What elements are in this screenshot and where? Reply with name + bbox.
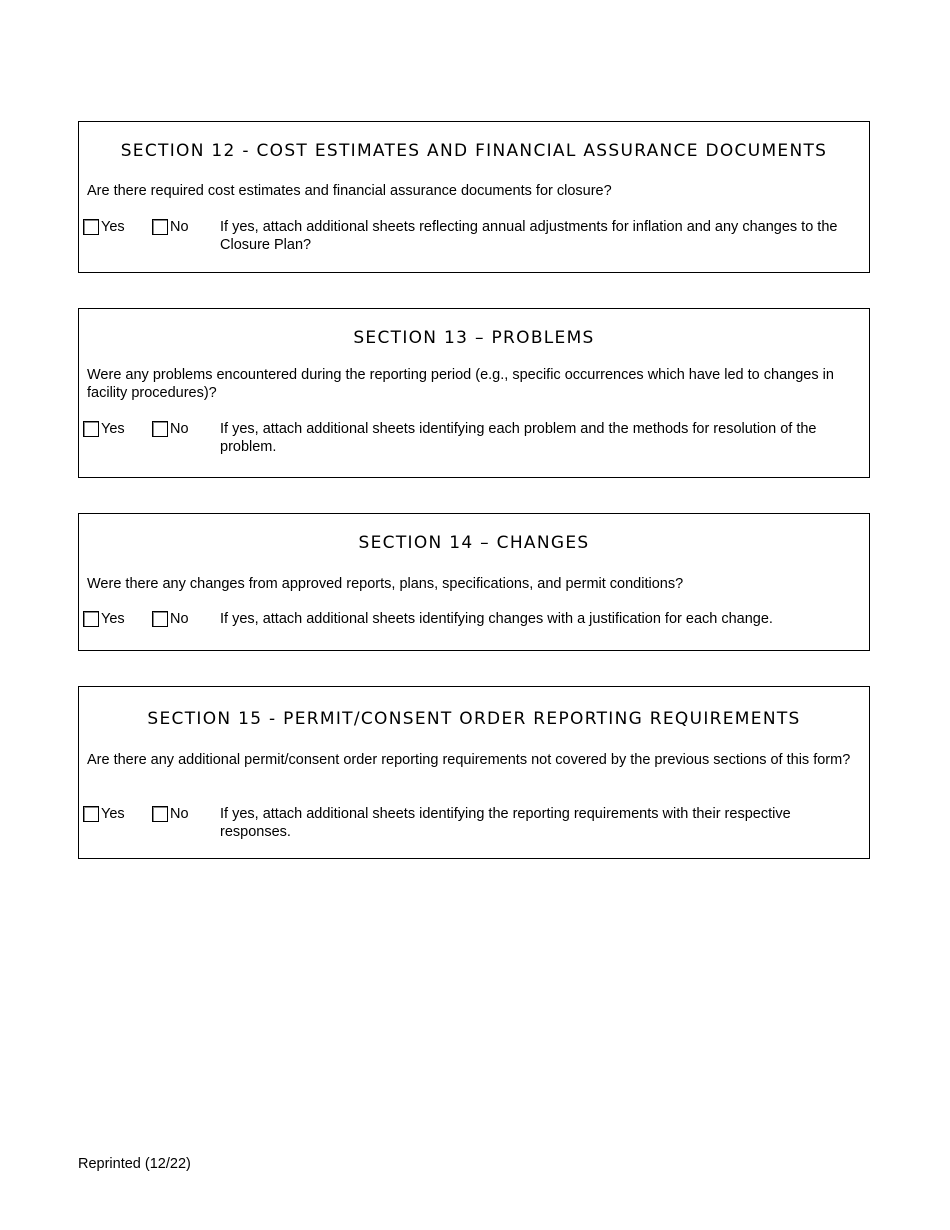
section-13-no-label: No	[170, 421, 189, 437]
section-12-yes-option[interactable]	[83, 218, 125, 236]
section-15-no-label: No	[170, 806, 189, 822]
section-13-yes-checkbox[interactable]	[83, 421, 99, 437]
section-15-yes-label: Yes	[101, 806, 125, 822]
section-15-yes-checkbox[interactable]	[83, 806, 99, 822]
section-14-title: SECTION 14 – CHANGES	[358, 533, 590, 553]
section-14-answer-row	[79, 610, 869, 650]
section-14-yes-checkbox[interactable]	[83, 611, 99, 627]
section-13-yes-label: Yes	[101, 421, 125, 437]
section-14-no-option[interactable]	[152, 610, 189, 628]
section-13-answer-row	[79, 420, 869, 460]
section-14-yes-option[interactable]	[83, 610, 125, 628]
section-14-box	[78, 513, 870, 651]
section-14-instruction: If yes, attach additional sheets identifying changes with a justification for each change.	[220, 611, 773, 627]
section-15-box	[78, 686, 870, 859]
section-13-yes-option[interactable]	[83, 420, 125, 438]
section-15-question: Are there any additional permit/consent order reporting requirements not covered by the previous sections of this form?	[87, 752, 851, 768]
section-12-yes-label: Yes	[101, 219, 125, 235]
section-14-question: Were there any changes from approved reports, plans, specifications, and permit conditions?	[87, 576, 684, 592]
section-15-yes-option[interactable]	[83, 805, 125, 823]
section-13-no-option[interactable]	[152, 420, 189, 438]
section-12-no-checkbox[interactable]	[152, 219, 168, 235]
section-13-no-checkbox[interactable]	[152, 421, 168, 437]
section-13-question: Were any problems encountered during the reporting period (e.g., specific occurrences which have led to changes in facility procedures)?	[87, 367, 834, 401]
section-12-no-option[interactable]	[152, 218, 189, 236]
section-14-no-checkbox[interactable]	[152, 611, 168, 627]
section-13-title: SECTION 13 – PROBLEMS	[353, 328, 595, 348]
section-13-instruction: If yes, attach additional sheets identifying each problem and the methods for resolution of the problem.	[220, 421, 817, 455]
section-15-no-checkbox[interactable]	[152, 806, 168, 822]
section-12-title: SECTION 12 - COST ESTIMATES AND FINANCIAL ASSURANCE DOCUMENTS	[120, 141, 828, 161]
section-13-box	[78, 308, 870, 478]
section-12-yes-checkbox[interactable]	[83, 219, 99, 235]
section-14-no-label: No	[170, 611, 189, 627]
section-12-instruction: If yes, attach additional sheets reflecting annual adjustments for inflation and any changes to the Closure Plan?	[220, 219, 838, 253]
section-12-answer-row	[79, 218, 869, 258]
section-12-no-label: No	[170, 219, 189, 235]
section-15-instruction: If yes, attach additional sheets identifying the reporting requirements with their respective responses.	[220, 806, 791, 840]
section-14-yes-label: Yes	[101, 611, 125, 627]
section-12-question: Are there required cost estimates and financial assurance documents for closure?	[87, 183, 612, 199]
section-12-box	[78, 121, 870, 273]
reprinted-footer: Reprinted (12/22)	[78, 1156, 191, 1172]
section-15-answer-row	[79, 805, 869, 845]
section-15-no-option[interactable]	[152, 805, 189, 823]
section-15-title: SECTION 15 - PERMIT/CONSENT ORDER REPORTING REQUIREMENTS	[147, 709, 801, 729]
